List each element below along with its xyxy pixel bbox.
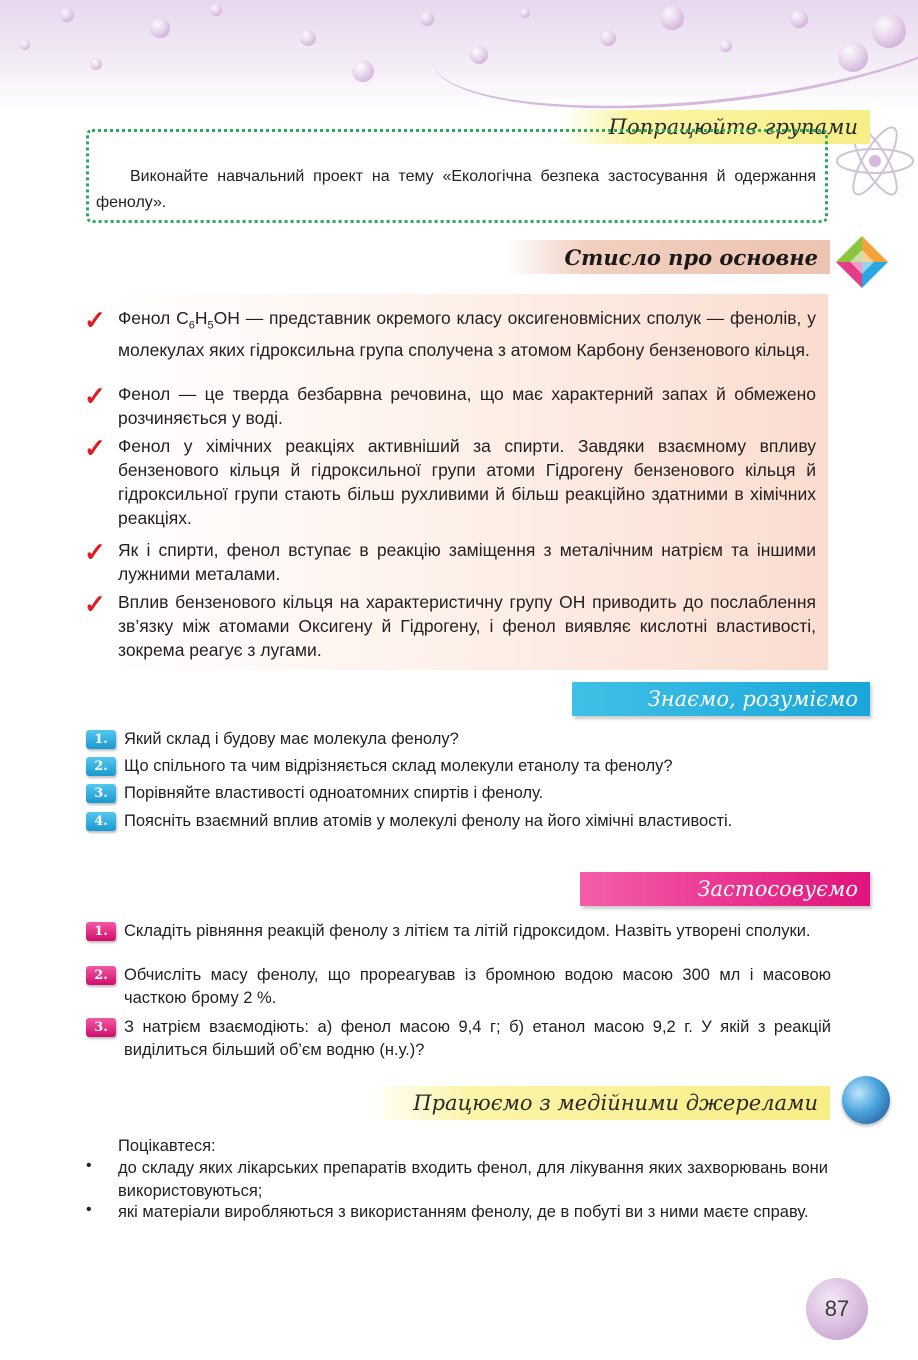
check-icon: ✓ xyxy=(84,305,106,335)
section-title-summary-label: Стисло про основне xyxy=(564,244,818,270)
page-number-label: 87 xyxy=(824,1296,850,1321)
question-number-badge: 1. xyxy=(86,730,116,749)
bullet-dot: • xyxy=(86,1201,92,1218)
check-icon: ✓ xyxy=(84,589,106,619)
summary-item: ✓ Фенол — це тверда безбарвна речовина, що має характерний запах й обмежено розчиняється у воді. xyxy=(84,381,816,428)
summary-item: ✓ Фенол $C_6H_5OH$ — представник окремого класу оксигеновмісних сполук — фенолів, у молекулах яких гідроксильна група сполучена з атомом Карбону бензенового кільця. xyxy=(84,305,816,360)
section-title-group-work-label: Попрацюйте групами xyxy=(608,115,858,139)
decorative-header-banner xyxy=(0,0,918,110)
task-number-badge: 1. xyxy=(86,922,116,941)
section-title-know-label: Знаємо, розуміємо xyxy=(647,687,858,711)
media-intro: Поцікавтеся: xyxy=(118,1137,216,1155)
check-icon: ✓ xyxy=(84,433,106,463)
summary-item: ✓ Фенол у хімічних реакціях активніший за спирти. Завдяки взаємному впливу бензенового кільця й гідроксильної групи атоми Гідрогену бензенового кільця й гідроксильної групи стають більш рухливими й більш реакційно здатними в хімічних реакціях. xyxy=(84,433,816,528)
diamond-icon xyxy=(836,236,888,288)
task-number-badge: 2. xyxy=(86,966,116,985)
summary-item: ✓ Вплив бензенового кільця на характеристичну групу OH приводить до послаблення зв’язку між атомами Оксигену й Гідрогену, і фенол виявляє кислотні властивості, зокрема реагує з лугами. xyxy=(84,589,816,660)
section-title-summary xyxy=(506,240,830,274)
check-icon: ✓ xyxy=(84,537,106,567)
media-bullet: які матеріали виробляються з використанням фенолу, де в побуті ви з ними маєте справу. xyxy=(118,1203,809,1221)
bullet-dot: • xyxy=(86,1157,92,1174)
section-title-know xyxy=(572,682,870,716)
media-bullet: до складу яких лікарських препаратів входить фенол, для лікування яких захворювань вони використовуються; xyxy=(118,1159,828,1200)
check-icon: ✓ xyxy=(84,381,106,411)
section-title-apply xyxy=(580,872,870,906)
section-title-apply-label: Застосовуємо xyxy=(697,877,858,901)
globe-icon xyxy=(842,1076,890,1124)
group-work-text: Виконайте навчальний проект на тему «Екологічна безпека застосування й одержання фенолу». xyxy=(96,168,816,211)
section-title-media xyxy=(368,1086,830,1120)
question-number-badge: 3. xyxy=(86,784,116,803)
task-number-badge: 3. xyxy=(86,1018,116,1037)
question-number-badge: 4. xyxy=(86,812,116,831)
section-title-media-label: Працюємо з медійними джерелами xyxy=(413,1091,818,1115)
question-number-badge: 2. xyxy=(86,757,116,776)
summary-item: ✓ Як і спирти, фенол вступає в реакцію заміщення з металічним натрієм та іншими лужними металами. xyxy=(84,537,816,584)
page-number xyxy=(806,1278,868,1340)
